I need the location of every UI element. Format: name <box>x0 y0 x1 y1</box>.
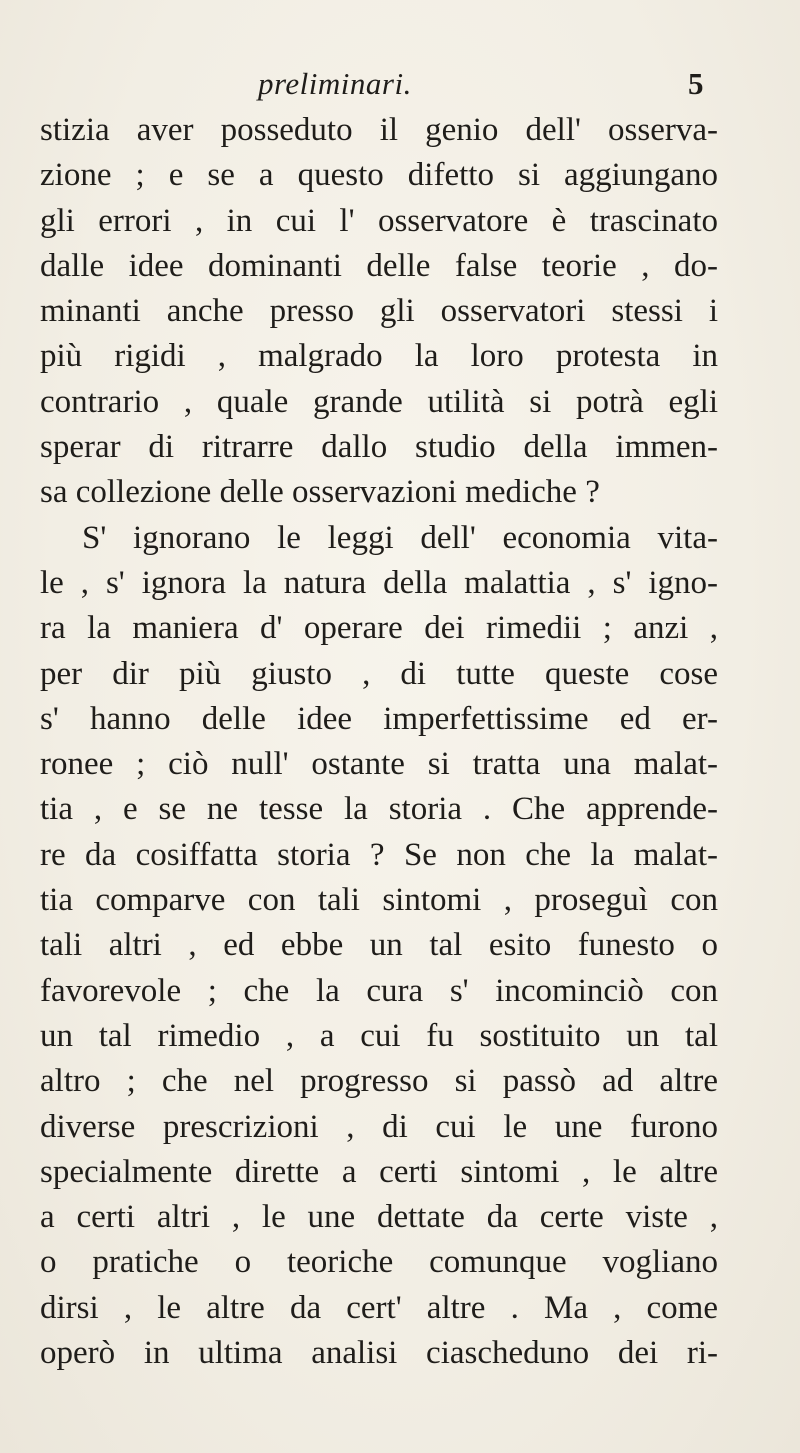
text-line: diverse prescrizioni , di cui le une furono <box>40 1108 718 1145</box>
text-line: tali altri , ed ebbe un tal esito funesto o <box>40 927 718 964</box>
text-line: tia , e se ne tesse la storia . Che apprende- <box>40 791 718 828</box>
text-line: dalle idee dominanti delle false teorie , do- <box>40 247 718 284</box>
text-line: favorevole ; che la cura s' incominciò con <box>40 972 718 1009</box>
text-line: S' ignorano le leggi dell' economia vita- <box>82 519 718 556</box>
text-line: ra la maniera d' operare dei rimedii ; anzi , <box>40 610 718 647</box>
text-line: specialmente dirette a certi sintomi , le altre <box>40 1153 718 1190</box>
text-line: dirsi , le altre da cert' altre . Ma , come <box>40 1289 718 1326</box>
text-line: a certi altri , le une dettate da certe viste , <box>40 1199 718 1236</box>
text-line: tia comparve con tali sintomi , proseguì con <box>40 882 718 919</box>
text-line: per dir più giusto , di tutte queste cose <box>40 655 718 692</box>
text-line: un tal rimedio , a cui fu sostituito un tal <box>40 1017 718 1054</box>
text-line: ronee ; ciò null' ostante si tratta una malat- <box>40 746 718 783</box>
text-line: re da cosiffatta storia ? Se non che la malat- <box>40 836 718 873</box>
text-line: stizia aver posseduto il genio dell' osserva- <box>40 112 718 148</box>
text-line: operò in ultima analisi ciascheduno dei ri- <box>40 1335 718 1372</box>
text-line: s' hanno delle idee imperfettissime ed er- <box>40 700 718 737</box>
text-line: altro ; che nel progresso si passò ad altre <box>40 1063 718 1100</box>
text-line: sperar di ritrarre dallo studio della immen- <box>40 429 718 466</box>
page-header <box>0 66 800 106</box>
running-head: preliminari. <box>258 66 412 101</box>
text-line: contrario , quale grande utilità si potrà egli <box>40 383 718 420</box>
text-line: o pratiche o teoriche comunque vogliano <box>40 1244 718 1281</box>
text-line: zione ; e se a questo difetto si aggiungano <box>40 157 718 194</box>
body-text <box>40 108 718 1376</box>
text-line: gli errori , in cui l' osservatore è trascinato <box>40 202 718 239</box>
text-line: sa collezione delle osservazioni mediche ? <box>40 474 600 511</box>
page-number: 5 <box>688 66 704 101</box>
text-line: minanti anche presso gli osservatori stessi i <box>40 293 718 330</box>
text-line: le , s' ignora la natura della malattia , s' igno- <box>40 564 718 601</box>
text-line: più rigidi , malgrado la loro protesta in <box>40 338 718 375</box>
